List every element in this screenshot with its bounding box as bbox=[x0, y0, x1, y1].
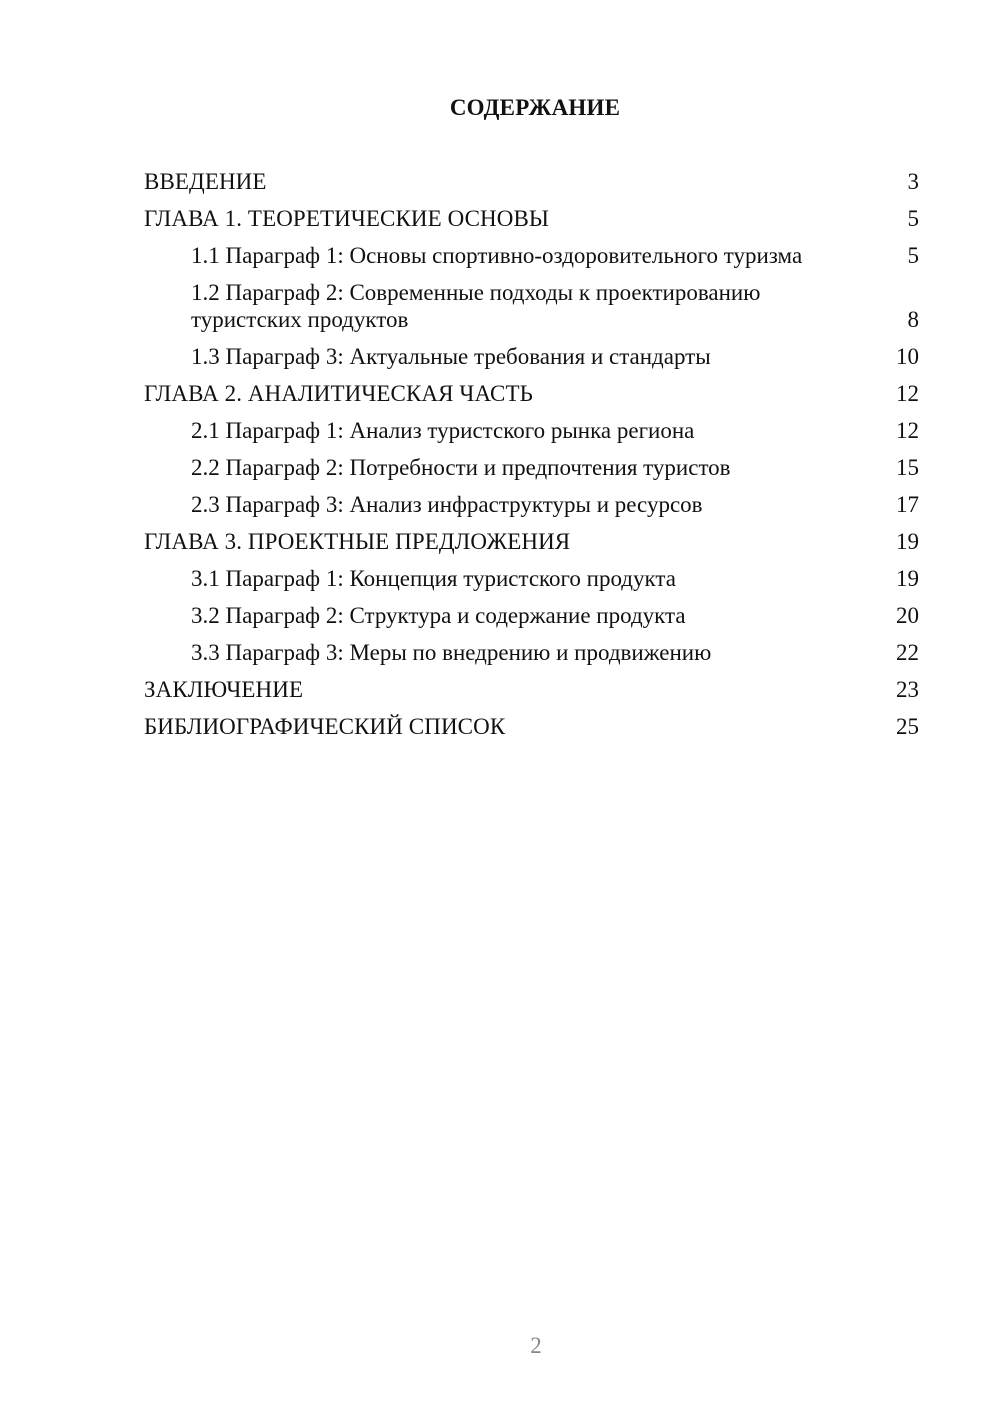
toc-entry-page: 5 bbox=[907, 206, 919, 231]
toc-entry-page: 17 bbox=[896, 492, 919, 517]
toc-entry-text: 3.3 Параграф 3: Меры по внедрению и продвижению bbox=[191, 640, 712, 665]
toc-entry-section-2-1[interactable] bbox=[144, 417, 919, 444]
toc-entry-text: 3.1 Параграф 1: Концепция туристского продукта bbox=[191, 566, 676, 591]
toc-entry-bibliography[interactable] bbox=[144, 713, 919, 740]
toc-entry-chapter-2[interactable] bbox=[144, 380, 919, 407]
toc-entry-text: 2.3 Параграф 3: Анализ инфраструктуры и ресурсов bbox=[191, 492, 703, 517]
toc-entry-text: БИБЛИОГРАФИЧЕСКИЙ СПИСОК bbox=[144, 714, 506, 739]
toc-entry-page: 12 bbox=[896, 418, 919, 443]
toc-entry-page: 22 bbox=[896, 640, 919, 665]
toc-entry-section-1-2[interactable] bbox=[144, 279, 919, 333]
toc-entry-conclusion[interactable] bbox=[144, 676, 919, 703]
toc-entry-section-3-2[interactable] bbox=[144, 602, 919, 629]
toc-entry-page: 3 bbox=[907, 169, 919, 194]
toc-entry-text: 1.2 Параграф 2: Современные подходы к проектированию туристских продуктов bbox=[191, 280, 761, 332]
toc-entry-section-2-2[interactable] bbox=[144, 454, 919, 481]
toc-entry-section-3-3[interactable] bbox=[144, 639, 919, 666]
toc-entry-text: ЗАКЛЮЧЕНИЕ bbox=[144, 677, 304, 702]
toc-entry-page: 10 bbox=[896, 344, 919, 369]
toc-entry-introduction[interactable] bbox=[144, 168, 919, 195]
toc-entry-chapter-1[interactable] bbox=[144, 205, 919, 232]
toc-entry-page: 19 bbox=[896, 529, 919, 554]
page-number: 2 bbox=[530, 1333, 542, 1358]
toc-entry-page: 8 bbox=[907, 307, 919, 332]
toc-entry-text: ВВЕДЕНИЕ bbox=[144, 169, 267, 194]
toc-entry-page: 5 bbox=[907, 243, 919, 268]
toc-entry-text: 2.1 Параграф 1: Анализ туристского рынка региона bbox=[191, 418, 695, 443]
toc-entry-text: 1.3 Параграф 3: Актуальные требования и стандарты bbox=[191, 344, 711, 369]
toc-entry-page: 15 bbox=[896, 455, 919, 480]
table-of-contents bbox=[144, 168, 919, 750]
toc-entry-section-1-1[interactable] bbox=[144, 242, 919, 269]
toc-entry-section-2-3[interactable] bbox=[144, 491, 919, 518]
toc-entry-text: 3.2 Параграф 2: Структура и содержание продукта bbox=[191, 603, 686, 628]
toc-entry-section-1-3[interactable] bbox=[144, 343, 919, 370]
toc-entry-page: 25 bbox=[896, 714, 919, 739]
toc-entry-text: 2.2 Параграф 2: Потребности и предпочтения туристов bbox=[191, 455, 731, 480]
toc-entry-text: ГЛАВА 2. АНАЛИТИЧЕСКАЯ ЧАСТЬ bbox=[144, 381, 533, 406]
toc-entry-chapter-3[interactable] bbox=[144, 528, 919, 555]
toc-entry-section-3-1[interactable] bbox=[144, 565, 919, 592]
toc-entry-text: 1.1 Параграф 1: Основы спортивно-оздоровительного туризма bbox=[191, 243, 803, 268]
toc-entry-page: 20 bbox=[896, 603, 919, 628]
toc-entry-text: ГЛАВА 3. ПРОЕКТНЫЕ ПРЕДЛОЖЕНИЯ bbox=[144, 529, 571, 554]
toc-entry-page: 12 bbox=[896, 381, 919, 406]
toc-entry-page: 23 bbox=[896, 677, 919, 702]
toc-entry-page: 19 bbox=[896, 566, 919, 591]
toc-title: СОДЕРЖАНИЕ bbox=[449, 95, 621, 120]
toc-entry-text: ГЛАВА 1. ТЕОРЕТИЧЕСКИЕ ОСНОВЫ bbox=[144, 206, 550, 231]
